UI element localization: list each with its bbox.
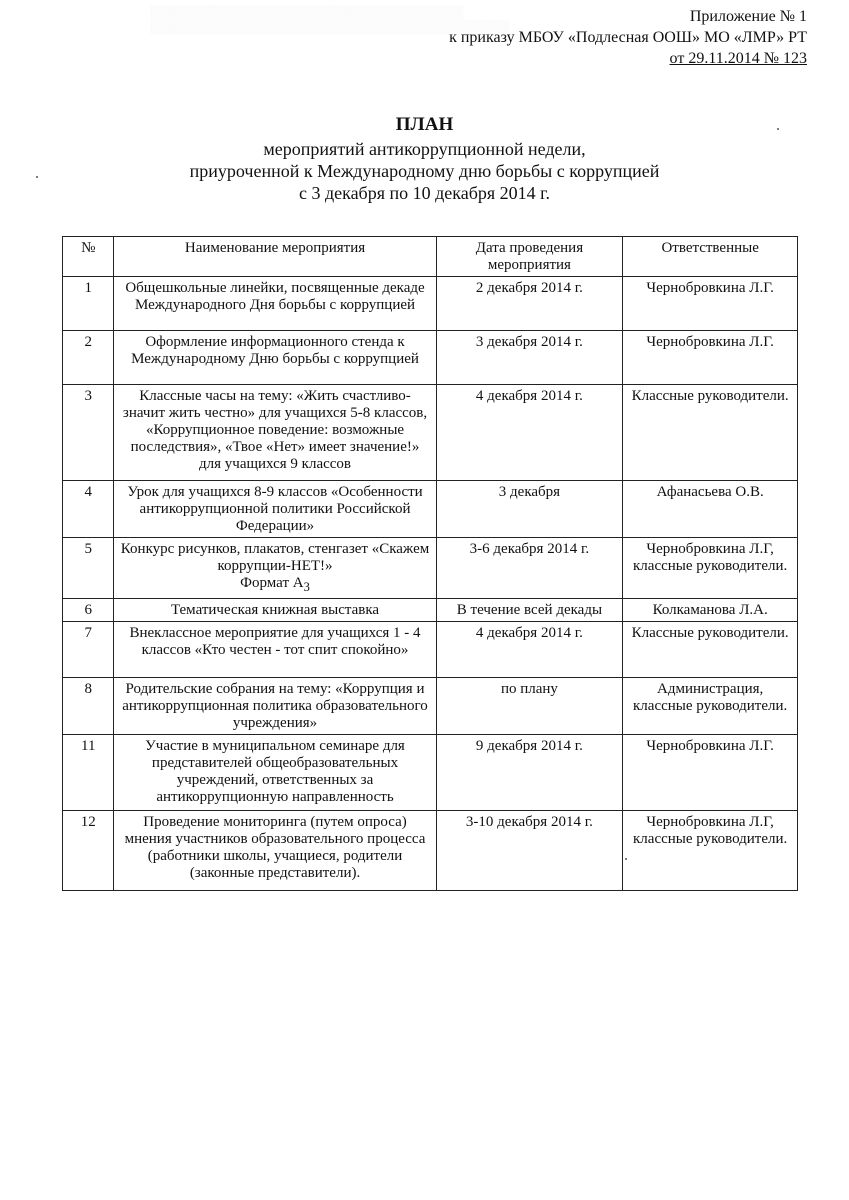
header-responsible: Ответственные <box>623 237 798 277</box>
row-name: Участие в муниципальном семинаре для представителей общеобразовательных учреждений, ответственных за антикоррупционную направленность <box>114 735 436 811</box>
row-num: 6 <box>63 599 114 622</box>
bleed-through-text: ░░░░░░░░░░░░░░░░░░░░░░░░░░░░░░░░░░ ░░░░░░░░░░░░░░░░░░░░░░░░░░░░░░░░░░░░░░░ <box>150 4 510 34</box>
table-row <box>63 599 798 622</box>
row-date: В течение всей декады <box>436 599 623 622</box>
events-table <box>62 236 798 891</box>
table-row <box>63 735 798 811</box>
row-responsible: Чернобровкина Л.Г, классные руководители. <box>623 811 798 891</box>
row-num: 1 <box>63 277 114 331</box>
row-num: 3 <box>63 385 114 481</box>
row-responsible: Чернобровкина Л.Г. <box>623 331 798 385</box>
row-name: Урок для учащихся 8-9 классов «Особенности антикоррупционной политики Российской Федерации» <box>114 481 436 538</box>
row-responsible: Классные руководители. <box>623 622 798 678</box>
row-responsible: Чернобровкина Л.Г, классные руководители. <box>623 538 798 599</box>
plan-heading: ПЛАН <box>395 114 454 135</box>
row-responsible: Чернобровкина Л.Г. <box>623 277 798 331</box>
table-row <box>63 811 798 891</box>
order-reference: к приказу МБОУ «Подлесная ООШ» МО «ЛМР» РТ <box>449 29 807 46</box>
row-name <box>114 538 436 599</box>
title-line-3: с 3 декабря по 10 декабря 2014 г. <box>298 183 551 203</box>
table-row <box>63 678 798 735</box>
row-name-format: Формат А <box>240 575 304 591</box>
row-num: 7 <box>63 622 114 678</box>
table-row <box>63 277 798 331</box>
row-num: 12 <box>63 811 114 891</box>
row-date: по плану <box>436 678 623 735</box>
row-name: Внеклассное мероприятие для учащихся 1 - 4 классов «Кто честен - тот спит спокойно» <box>114 622 436 678</box>
row-date: 2 декабря 2014 г. <box>436 277 623 331</box>
row-name: Родительские собрания на тему: «Коррупция и антикоррупционная политика образовательного учреждения» <box>114 678 436 735</box>
row-responsible: Афанасьева О.В. <box>623 481 798 538</box>
row-date: 9 декабря 2014 г. <box>436 735 623 811</box>
row-date: 4 декабря 2014 г. <box>436 385 623 481</box>
table-row <box>63 538 798 599</box>
row-num: 2 <box>63 331 114 385</box>
row-responsible: Классные руководители. <box>623 385 798 481</box>
row-name: Оформление информационного стенда к Международному Дню борьбы с коррупцией <box>114 331 436 385</box>
row-date: 3-6 декабря 2014 г. <box>436 538 623 599</box>
row-responsible: Колкаманова Л.А. <box>623 599 798 622</box>
row-num: 4 <box>63 481 114 538</box>
title-line-1: мероприятий антикоррупционной недели, <box>263 139 586 159</box>
row-name-text: Конкурс рисунков, плакатов, стенгазет «Скажем коррупции-НЕТ!» <box>120 541 430 574</box>
header-num: № <box>63 237 114 277</box>
row-responsible: Администрация, классные руководители. <box>623 678 798 735</box>
row-num: 5 <box>63 538 114 599</box>
row-num: 8 <box>63 678 114 735</box>
row-date: 3-10 декабря 2014 г. <box>436 811 623 891</box>
row-date: 4 декабря 2014 г. <box>436 622 623 678</box>
row-name: Классные часы на тему: «Жить счастливо-значит жить честно» для учащихся 5-8 классов, «Коррупционное поведение: возможные последствия», «Твое «Нет» имеет значение!» для учащихся 9 классов <box>114 385 436 481</box>
table-header-row <box>63 237 798 277</box>
table-row <box>63 622 798 678</box>
table-row <box>63 331 798 385</box>
row-num: 11 <box>63 735 114 811</box>
row-date: 3 декабря <box>436 481 623 538</box>
document-title <box>0 114 849 204</box>
row-name: Проведение мониторинга (путем опроса) мнения участников образовательного процесса (работники школы, учащиеся, родители (законные представители). <box>114 811 436 891</box>
table-row <box>63 385 798 481</box>
appendix-label: Приложение № 1 <box>689 8 807 25</box>
row-date: 3 декабря 2014 г. <box>436 331 623 385</box>
row-name: Тематическая книжная выставка <box>114 599 436 622</box>
header-name: Наименование мероприятия <box>114 237 436 277</box>
title-line-2: приуроченной к Международному дню борьбы с коррупцией <box>189 161 660 181</box>
row-name: Общешкольные линейки, посвященные декаде Международного Дня борьбы с коррупцией <box>114 277 436 331</box>
header-date: Дата проведения мероприятия <box>436 237 623 277</box>
scan-speck <box>36 176 38 178</box>
scan-speck <box>777 128 779 130</box>
row-name-format-sub: 3 <box>303 580 310 594</box>
row-responsible: Чернобровкина Л.Г. <box>623 735 798 811</box>
document-header <box>449 6 807 69</box>
scan-speck <box>625 858 627 860</box>
table-row <box>63 481 798 538</box>
order-date: от 29.11.2014 № 123 <box>669 50 807 67</box>
